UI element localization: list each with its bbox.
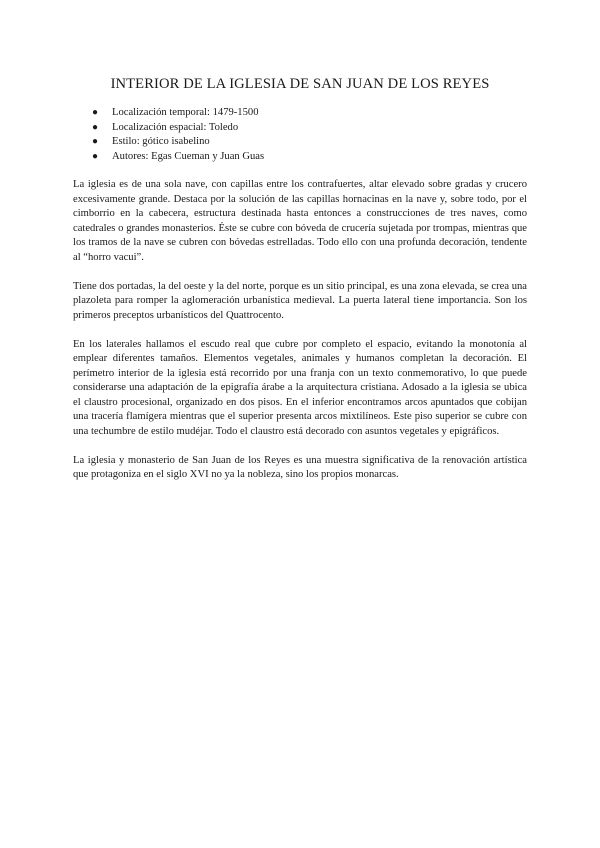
document-title: INTERIOR DE LA IGLESIA DE SAN JUAN DE LOS REYES — [110, 76, 490, 92]
document-body — [73, 178, 527, 497]
metadata-text: Autores: Egas Cueman y Juan Guas — [112, 150, 265, 162]
metadata-text: Estilo: gótico isabelino — [112, 136, 210, 148]
metadata-text: Localización temporal: 1479-1500 — [112, 107, 259, 118]
metadata-item-place — [92, 121, 264, 136]
bullet-icon: ● — [92, 150, 99, 162]
metadata-list — [92, 106, 264, 164]
bullet-icon: ● — [92, 107, 99, 118]
bullet-icon: ● — [92, 136, 99, 148]
paragraph-conclusion: La iglesia y monasterio de San Juan de los Reyes es una muestra significativa de la renovación artística que protagoniza en el siglo XVI no ya la nobleza, sino los propios monarcas. — [73, 454, 527, 480]
paragraph-decoration-cloister: En los laterales hallamos el escudo real que cubre por completo el espacio, evitando la monotonía al emplear diferentes tamaños. Elementos vegetales, animales y humanos completan la decoración. El perímetro interior de la iglesia está recorrido por una franja con un texto conmemorativo, lo que puede considerarse una adaptación de la epigrafía árabe a la arquitectura cristiana. Adosado a la iglesia se ubica el claustro procesional, organizado en dos pisos. En el inferior encontramos arcos apuntados que cobijan una tracería flamígera mientras que el superior presenta arcos mixtilíneos. Este piso superior se cubre con una techumbre de estilo mudéjar. Todo el claustro está decorado con asuntos vegetales y epigráficos. — [73, 338, 527, 437]
paragraph-church-structure: La iglesia es de una sola nave, con capillas entre los contrafuertes, altar elevado sobre gradas y crucero excesivamente grande. Destaca por la solución de las capillas hornacinas en la nave y, sobre todo, por el cimborrio en la cabecera, estructura destinada hasta entonces a construcciones de tres naves, como catedrales o grandes monasterios. Éste se cubre con bóveda de crucería sujetada por trompas, mientras que los tramos de la nave se cubren con bóvedas estrelladas. Todo ello con una profunda decoración, tendente al “horro vacui”. — [73, 179, 527, 263]
metadata-text: Localización espacial: Toledo — [112, 121, 239, 133]
metadata-item-authors — [92, 150, 264, 165]
bullet-icon: ● — [92, 121, 99, 133]
metadata-item-style — [92, 135, 264, 150]
paragraph-portals: Tiene dos portadas, la del oeste y la del norte, porque es un sitio principal, es una zona elevada, se crea una plazoleta para romper la aglomeración urbanística medieval. La puerta lateral tiene importancia. Son los primeros preceptos urbanísticos del Quattrocento. — [73, 280, 527, 321]
metadata-item-time — [92, 106, 264, 121]
